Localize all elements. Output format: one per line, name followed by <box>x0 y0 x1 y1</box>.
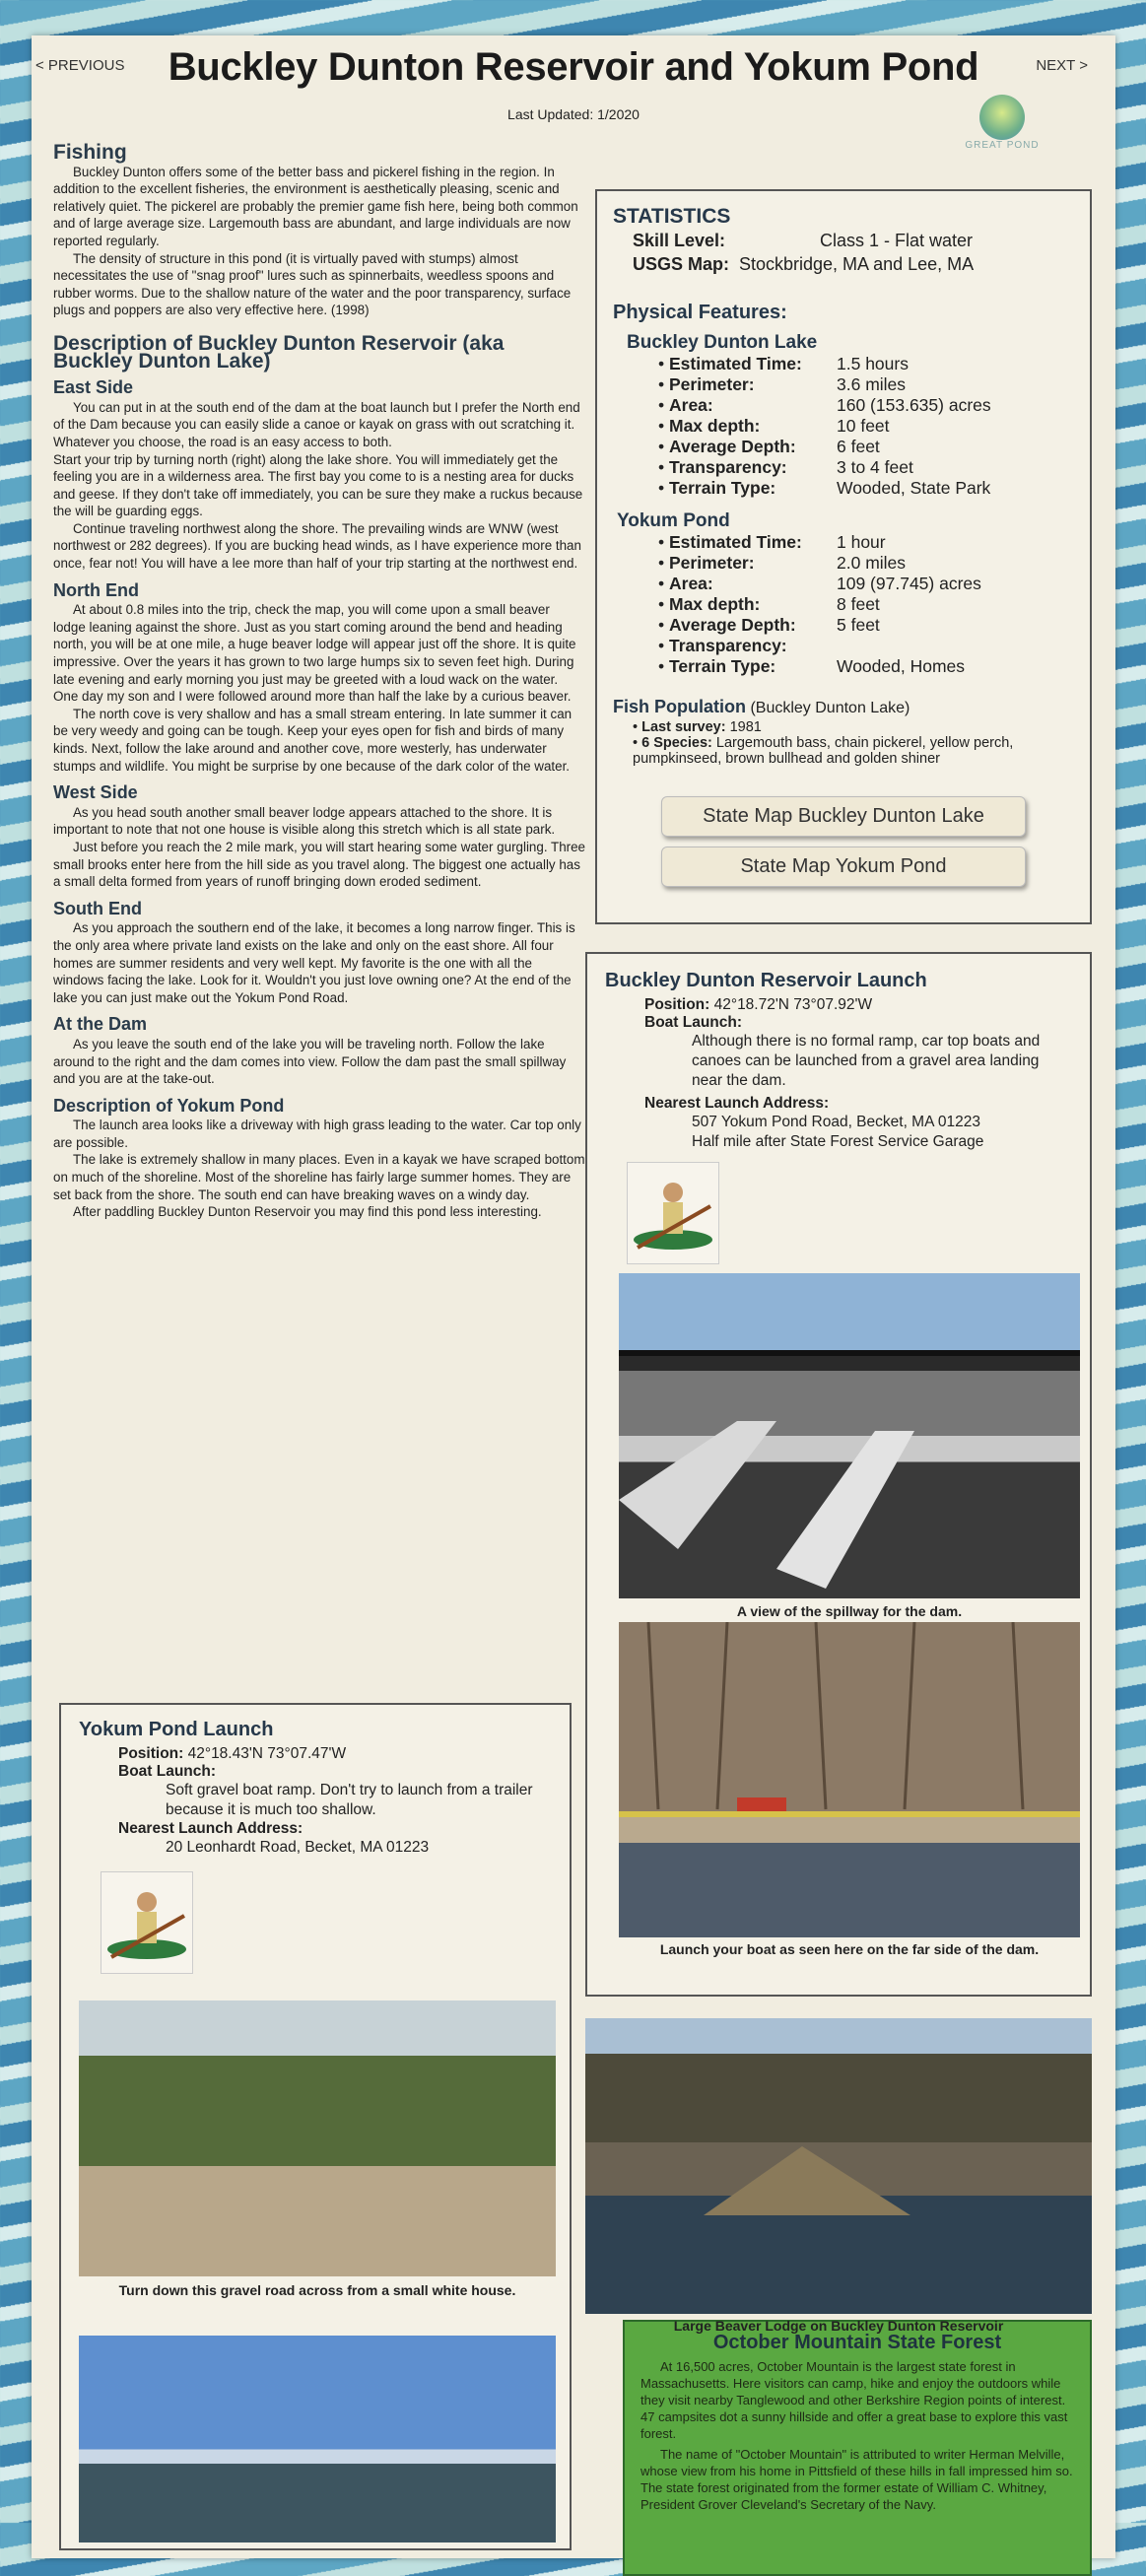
reservoir-description-heading: Description of Buckley Dunton Reservoir (aka Buckley Dunton Lake) <box>53 331 505 373</box>
position-value: 42°18.43'N 73°07.47'W <box>187 1745 347 1762</box>
feature-label: Area: <box>669 574 713 593</box>
statistics-box <box>595 189 1092 924</box>
boat-launch-label: Boat Launch: <box>118 1763 217 1780</box>
north-end-paragraph: The north cove is very shallow and has a small stream entering. In late summer it can be very weedy and going can be tough. Keep your eyes open for fish and birds of many kinds. Next, follow the lake around and another cove, more westerly, has underwater stumps and wildlife. You might be surprise by one because of the dark color of the water. <box>53 706 573 774</box>
lake-heading: Buckley Dunton Lake <box>627 332 818 353</box>
pond-features-list <box>658 532 1074 677</box>
great-pond-logo <box>938 95 1066 151</box>
feature-value: 160 (153.635) acres <box>837 395 991 415</box>
october-mountain-box <box>623 2320 1092 2576</box>
east-side-paragraph: Start your trip by turning north (right) along the lake shore. You will immediately get the feeling you are in a wilderness area. The first bay you come to is a nesting area for ducks and geese. If they don't take off immediately, you can be sure they make a ruckus because the will be guarding eggs. <box>53 451 583 519</box>
last-survey-item <box>633 719 1074 735</box>
page-sheet <box>32 35 1115 2558</box>
pond-feature-item <box>658 615 1074 636</box>
fish-population-heading: Fish Population <box>613 697 746 716</box>
usgs-map-label: USGS Map: <box>633 254 730 274</box>
next-link[interactable]: NEXT > <box>1036 57 1088 74</box>
statistics-heading: STATISTICS <box>613 205 731 228</box>
beaver-lodge-caption: Large Beaver Lodge on Buckley Dunton Reservoir <box>673 2318 1004 2334</box>
feature-label: Terrain Type: <box>669 656 776 676</box>
launch-address-label: Nearest Launch Address: <box>118 1820 303 1837</box>
feature-value: 109 (97.745) acres <box>837 574 981 593</box>
lake-features-list <box>658 354 1074 499</box>
feature-label: Estimated Time: <box>669 532 802 552</box>
last-updated: Last Updated: 1/2020 <box>507 106 640 122</box>
position-label: Position: <box>118 1745 184 1762</box>
pond-feature-item <box>658 656 1074 677</box>
spillway-caption: A view of the spillway for the dam. <box>736 1603 963 1619</box>
previous-link[interactable]: < PREVIOUS <box>35 57 125 74</box>
west-side-paragraph: Just before you reach the 2 mile mark, you will start hearing some water gurgling. Three small brooks enter here from the hill side as you travel along. The biggest one actually has a small delta formed from years of runoff bringing down eroded sediment. <box>53 839 585 890</box>
yokum-position <box>118 1745 552 1763</box>
lake-feature-item <box>658 416 1074 437</box>
october-mountain-paragraph: The name of "October Mountain" is attributed to writer Herman Melville, whose view from his home in Pittsfield of these hills in fall impressed him so. The state forest originated from the former estate of William C. Whitney, President Grover Cleveland's Secretary of the Navy. <box>640 2447 1073 2512</box>
at-the-dam-paragraph: As you leave the south end of the lake you will be traveling north. Follow the lake around to the right and the dam comes into view. Follow the dam past the small spillway and you are at the take-out. <box>53 1036 567 1087</box>
launch-address-line1: 507 Yokum Pond Road, Becket, MA 01223 <box>692 1114 980 1130</box>
lake-feature-item <box>658 354 1074 374</box>
feature-value: 1.5 hours <box>837 354 909 373</box>
skill-level-value: Class 1 - Flat water <box>820 231 974 250</box>
fishing-paragraph: Buckley Dunton offers some of the better bass and pickerel fishing in the region. In addition to the excellent fisheries, the environment is aesthetically pleasing, scenic and relatively quiet. The pickerel are probably the premier game fish here, being both common and of large average size. Largemouth bass are abundant, and large individuals are now reported regularly. <box>53 164 578 248</box>
fish-population-sub: (Buckley Dunton Lake) <box>750 700 910 716</box>
feature-value: Wooded, State Park <box>837 478 991 498</box>
gravel-road-photo <box>79 2000 556 2276</box>
yokum-description-heading: Description of Yokum Pond <box>53 1095 285 1116</box>
feature-label: Area: <box>669 395 713 415</box>
feature-value: 3 to 4 feet <box>837 457 913 477</box>
last-survey-value: 1981 <box>729 719 762 735</box>
kayaker-icon <box>101 1871 193 1974</box>
usgs-map-value: Stockbridge, MA and Lee, MA <box>739 254 975 274</box>
south-end-heading: South End <box>53 898 142 918</box>
fishing-paragraph: The density of structure in this pond (it is virtually paved with stumps) almost necessitates the use of "snag proof" lures such as spinnerbaits, weedless spoons and rubber worms. Due to the shallow nature of the water and the poor transparency, surface plugs and poppers are also very effective here. (1998) <box>53 250 572 318</box>
north-end-heading: North End <box>53 579 139 600</box>
feature-label: Max depth: <box>669 594 761 614</box>
launch-address-label: Nearest Launch Address: <box>644 1095 830 1112</box>
feature-value: 6 feet <box>837 437 880 456</box>
kayaker-icon <box>627 1162 719 1264</box>
feature-value: 1 hour <box>837 532 886 552</box>
feature-value: 10 feet <box>837 416 890 436</box>
yokum-launch-box <box>59 1703 572 2550</box>
position-value: 42°18.72'N 73°07.92'W <box>713 996 873 1013</box>
boat-launch-photo <box>619 1622 1080 1937</box>
east-side-paragraph: You can put in at the south end of the dam at the boat launch but I prefer the North end of the Dam because you can easily slide a canoe or kayak on grass with out scratching it. Whatever you choose, the road is an easy access to both. <box>53 399 580 449</box>
east-side-heading: East Side <box>53 377 134 398</box>
lake-feature-item <box>658 457 1074 478</box>
last-survey-label: Last survey: <box>641 719 726 735</box>
lake-feature-item <box>658 437 1074 457</box>
skill-level-row <box>633 229 1074 252</box>
east-side-paragraph: Continue traveling northwest along the shore. The prevailing winds are WNW (west northwest or 282 degrees). If you are bucking head winds, as I have experience more than once, fear not! You will have a lee more than half of your trip starting at the northwest end. <box>53 520 581 572</box>
boat-launch-text: Soft gravel boat ramp. Don't try to launch from a trailer because it is much too shallow. <box>166 1782 533 1818</box>
usgs-map-row <box>633 252 1074 276</box>
boat-launch-text: Although there is no formal ramp, car top boats and canoes can be launched from a gravel area landing near the dam. <box>692 1033 1041 1089</box>
species-value: Largemouth bass, chain pickerel, yellow perch, pumpkinseed, brown bullhead and golden shiner <box>633 735 1014 767</box>
yokum-description-paragraph: The launch area looks like a driveway with high grass leading to the water. Car top only are possible. <box>53 1118 581 1150</box>
boat-launch-caption: Launch your boat as seen here on the far side of the dam. <box>659 1941 1040 1957</box>
feature-label: Estimated Time: <box>669 354 802 373</box>
lake-feature-item <box>658 478 1074 499</box>
gravel-road-caption: Turn down this gravel road across from a small white house. <box>118 2282 516 2298</box>
lake-feature-item <box>658 374 1074 395</box>
feature-label: Terrain Type: <box>669 478 776 498</box>
lake-feature-item <box>658 395 1074 416</box>
pond-feature-item <box>658 553 1074 574</box>
launch-address-line2: Half mile after State Forest Service Garage <box>692 1133 984 1150</box>
pond-feature-item <box>658 594 1074 615</box>
species-item <box>633 735 1074 767</box>
reservoir-launch-heading: Buckley Dunton Reservoir Launch <box>605 970 927 991</box>
state-map-buckley-button[interactable]: State Map Buckley Dunton Lake <box>661 796 1026 837</box>
feature-value: Wooded, Homes <box>837 656 966 676</box>
feature-label: Transparency: <box>669 636 787 655</box>
pond-feature-item <box>658 532 1074 553</box>
feature-value: 5 feet <box>837 615 880 635</box>
logo-text: GREAT POND <box>965 140 1040 151</box>
feature-label: Max depth: <box>669 416 761 436</box>
page-title: Buckley Dunton Reservoir and Yokum Pond <box>168 45 979 89</box>
feature-label: Perimeter: <box>669 553 755 573</box>
south-end-paragraph: As you approach the southern end of the lake, it becomes a long narrow finger. This is the only area where private land exists on the lake and only on the east shore. All four homes are summer residents and very well kept. My favorite is the one with all the windows facing the lake. Look for it. Wouldn't you just love owning one? At the end of the lake you can just make out the Yokum Pond Road. <box>53 920 575 1005</box>
yokum-description-paragraph: After paddling Buckley Dunton Reservoir you may find this pond less interesting. <box>73 1204 542 1220</box>
reservoir-position <box>644 996 1072 1014</box>
at-the-dam-heading: At the Dam <box>53 1014 148 1035</box>
pond-feature-item <box>658 574 1074 594</box>
logo-icon <box>979 95 1025 140</box>
launch-address-value: 20 Leonhardt Road, Becket, MA 01223 <box>166 1839 430 1856</box>
left-column <box>53 141 585 1221</box>
boat-launch-label: Boat Launch: <box>644 1014 743 1031</box>
species-label: 6 Species: <box>641 735 712 751</box>
feature-label: Perimeter: <box>669 374 755 394</box>
west-side-paragraph: As you head south another small beaver lodge appears attached to the shore. It is important to note that not one house is visible along this stretch which is all state park. <box>53 804 556 838</box>
feature-label: Average Depth: <box>669 615 796 635</box>
october-mountain-heading: October Mountain State Forest <box>712 2332 1002 2353</box>
october-mountain-paragraph: At 16,500 acres, October Mountain is the largest state forest in Massachusetts. Here visitors can camp, hike and enjoy the outdoors while they visit nearby Tanglewood and other Berkshire Region points of interest. 47 campsites dot a sunny hillside and offer a great base to explore this vast forest. <box>640 2359 1068 2441</box>
beaver-lodge-photo <box>585 2018 1092 2314</box>
yokum-launch-heading: Yokum Pond Launch <box>79 1719 274 1740</box>
yokum-pond-photo <box>79 2336 556 2542</box>
feature-value: 2.0 miles <box>837 553 907 573</box>
feature-label: Average Depth: <box>669 437 796 456</box>
north-end-paragraph: At about 0.8 miles into the trip, check the map, you will come upon a small beaver lodge leaning against the shore. Just as you start coming around the bend and heading north, you will be at one mile, a huge beaver lodge will appear just off the shore. It is quite impressive. Over the years it has grown to two large humps six to seven feet high. During late evening and early morning you just may be greeted with a loud wack on the water. One day my son and I were followed around more than half the lake by a curious beaver. <box>53 602 576 705</box>
pond-heading: Yokum Pond <box>617 510 730 531</box>
feature-value: 3.6 miles <box>837 374 907 394</box>
fishing-heading: Fishing <box>53 141 127 164</box>
pond-feature-item <box>658 636 1074 656</box>
feature-label: Transparency: <box>669 457 787 477</box>
fish-population <box>613 697 1074 767</box>
skill-level-label: Skill Level: <box>633 231 726 250</box>
position-label: Position: <box>644 996 710 1013</box>
physical-features-heading: Physical Features: <box>613 302 787 323</box>
yokum-description-paragraph: The lake is extremely shallow in many places. Even in a kayak we have scraped bottom on much of the shoreline. Most of the shoreline has fairly large summer homes. They are set back from the shore. The south end can have breaking waves on a windy day. <box>53 1152 585 1202</box>
west-side-heading: West Side <box>53 782 138 803</box>
spillway-photo <box>619 1273 1080 1598</box>
state-map-yokum-button[interactable]: State Map Yokum Pond <box>661 847 1026 887</box>
feature-value: 8 feet <box>837 594 880 614</box>
